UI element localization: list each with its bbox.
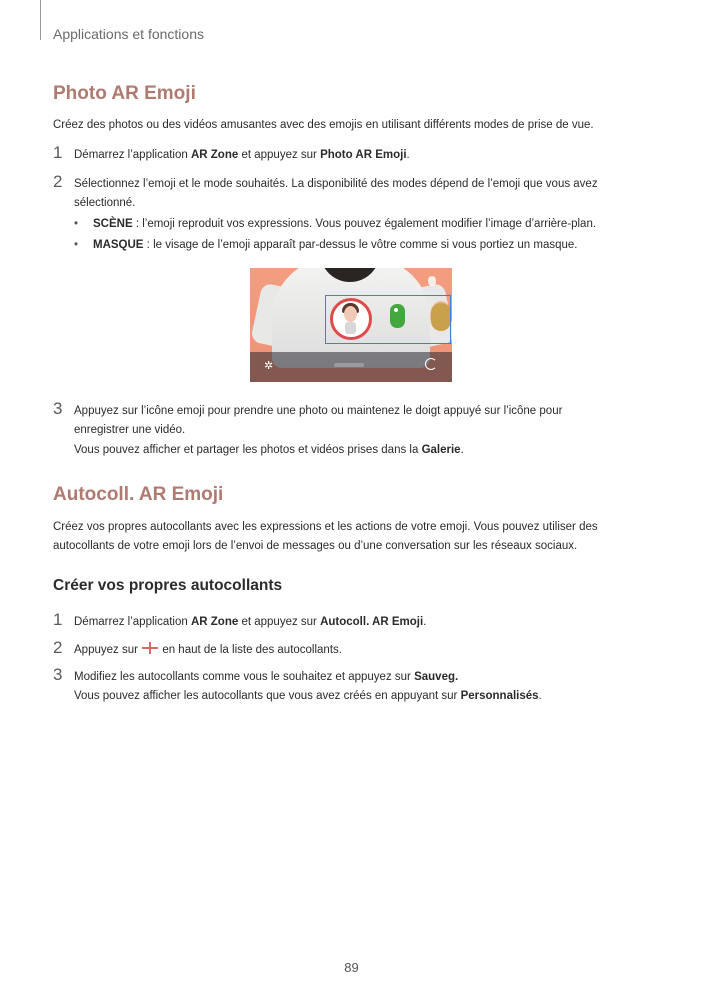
step-number: 1 — [53, 143, 63, 162]
mic-icon — [428, 276, 436, 286]
bullet-dot: • — [74, 239, 79, 251]
bullet-dot: • — [74, 218, 79, 230]
section2-step-2 — [53, 638, 643, 660]
section1-step-1 — [53, 143, 643, 165]
step-text: Démarrez l’application AR Zone et appuyez sur Autocoll. AR Emoji. — [74, 616, 427, 628]
subheading-create-stickers: Créer vos propres autocollants — [53, 577, 283, 594]
page-number: 89 — [344, 960, 359, 975]
step-text: Appuyez sur l’icône emoji pour prendre une photo ou maintenez le doigt appuyé sur l’icône pour enregistrer une vidéo. Vous pouvez afficher et partager les photos et vidéos prises dans la Galerie. — [74, 405, 563, 456]
step-number: 2 — [53, 172, 63, 191]
step-number: 2 — [53, 638, 63, 657]
section2-step-1 — [53, 610, 643, 632]
header-title: Applications et fonctions — [53, 26, 204, 42]
section-title-autocoll-ar-emoji: Autocoll. AR Emoji — [53, 484, 224, 505]
mode-indicator — [334, 363, 364, 367]
emoji-selection-highlight — [325, 295, 451, 344]
switch-camera-icon — [425, 358, 437, 370]
header-rule — [40, 0, 41, 40]
bullet-text: SCÈNE : l’emoji reproduit vos expressions. Vous pouvez également modifier l’image d’arrière-plan. — [93, 218, 597, 230]
section1-step-3 — [53, 399, 643, 459]
step-number: 3 — [53, 665, 63, 684]
step-text: Démarrez l’application AR Zone et appuyez sur Photo AR Emoji. — [74, 149, 410, 161]
step-number: 3 — [53, 399, 63, 418]
section2-intro: Créez vos propres autocollants avec les expressions et les actions de votre emoji. Vous pouvez utiliser des autocollants de votre emoji lors de l’envoi de messages ou d’une conversation sur les réseaux sociaux. — [53, 521, 598, 552]
section-title-photo-ar-emoji: Photo AR Emoji — [53, 83, 196, 104]
camera-bottom-bar — [250, 352, 452, 382]
bullet-text: MASQUE : le visage de l’emoji apparaît par-dessus le vôtre comme si vous portiez un masque. — [93, 239, 578, 251]
step-text: Appuyez sur en haut de la liste des autocollants. — [74, 644, 342, 656]
section1-intro: Créez des photos ou des vidéos amusantes avec des emojis en utilisant différents modes de prise de vue. — [53, 119, 594, 131]
plus-icon — [141, 642, 159, 654]
step-text: Modifiez les autocollants comme vous le souhaitez et appuyez sur Sauveg. Vous pouvez afficher les autocollants que vous avez créés en appuyant sur Personnalisés. — [74, 671, 542, 702]
step-text: Sélectionnez l’emoji et le mode souhaités. La disponibilité des modes dépend de l’emoji que vous avez sélectionné. — [74, 178, 598, 209]
ar-emoji-camera-screenshot — [250, 268, 452, 382]
section2-step-3 — [53, 665, 643, 706]
effects-icon: ✲ — [264, 360, 274, 372]
step-number: 1 — [53, 610, 63, 629]
section1-step-2 — [53, 172, 643, 213]
